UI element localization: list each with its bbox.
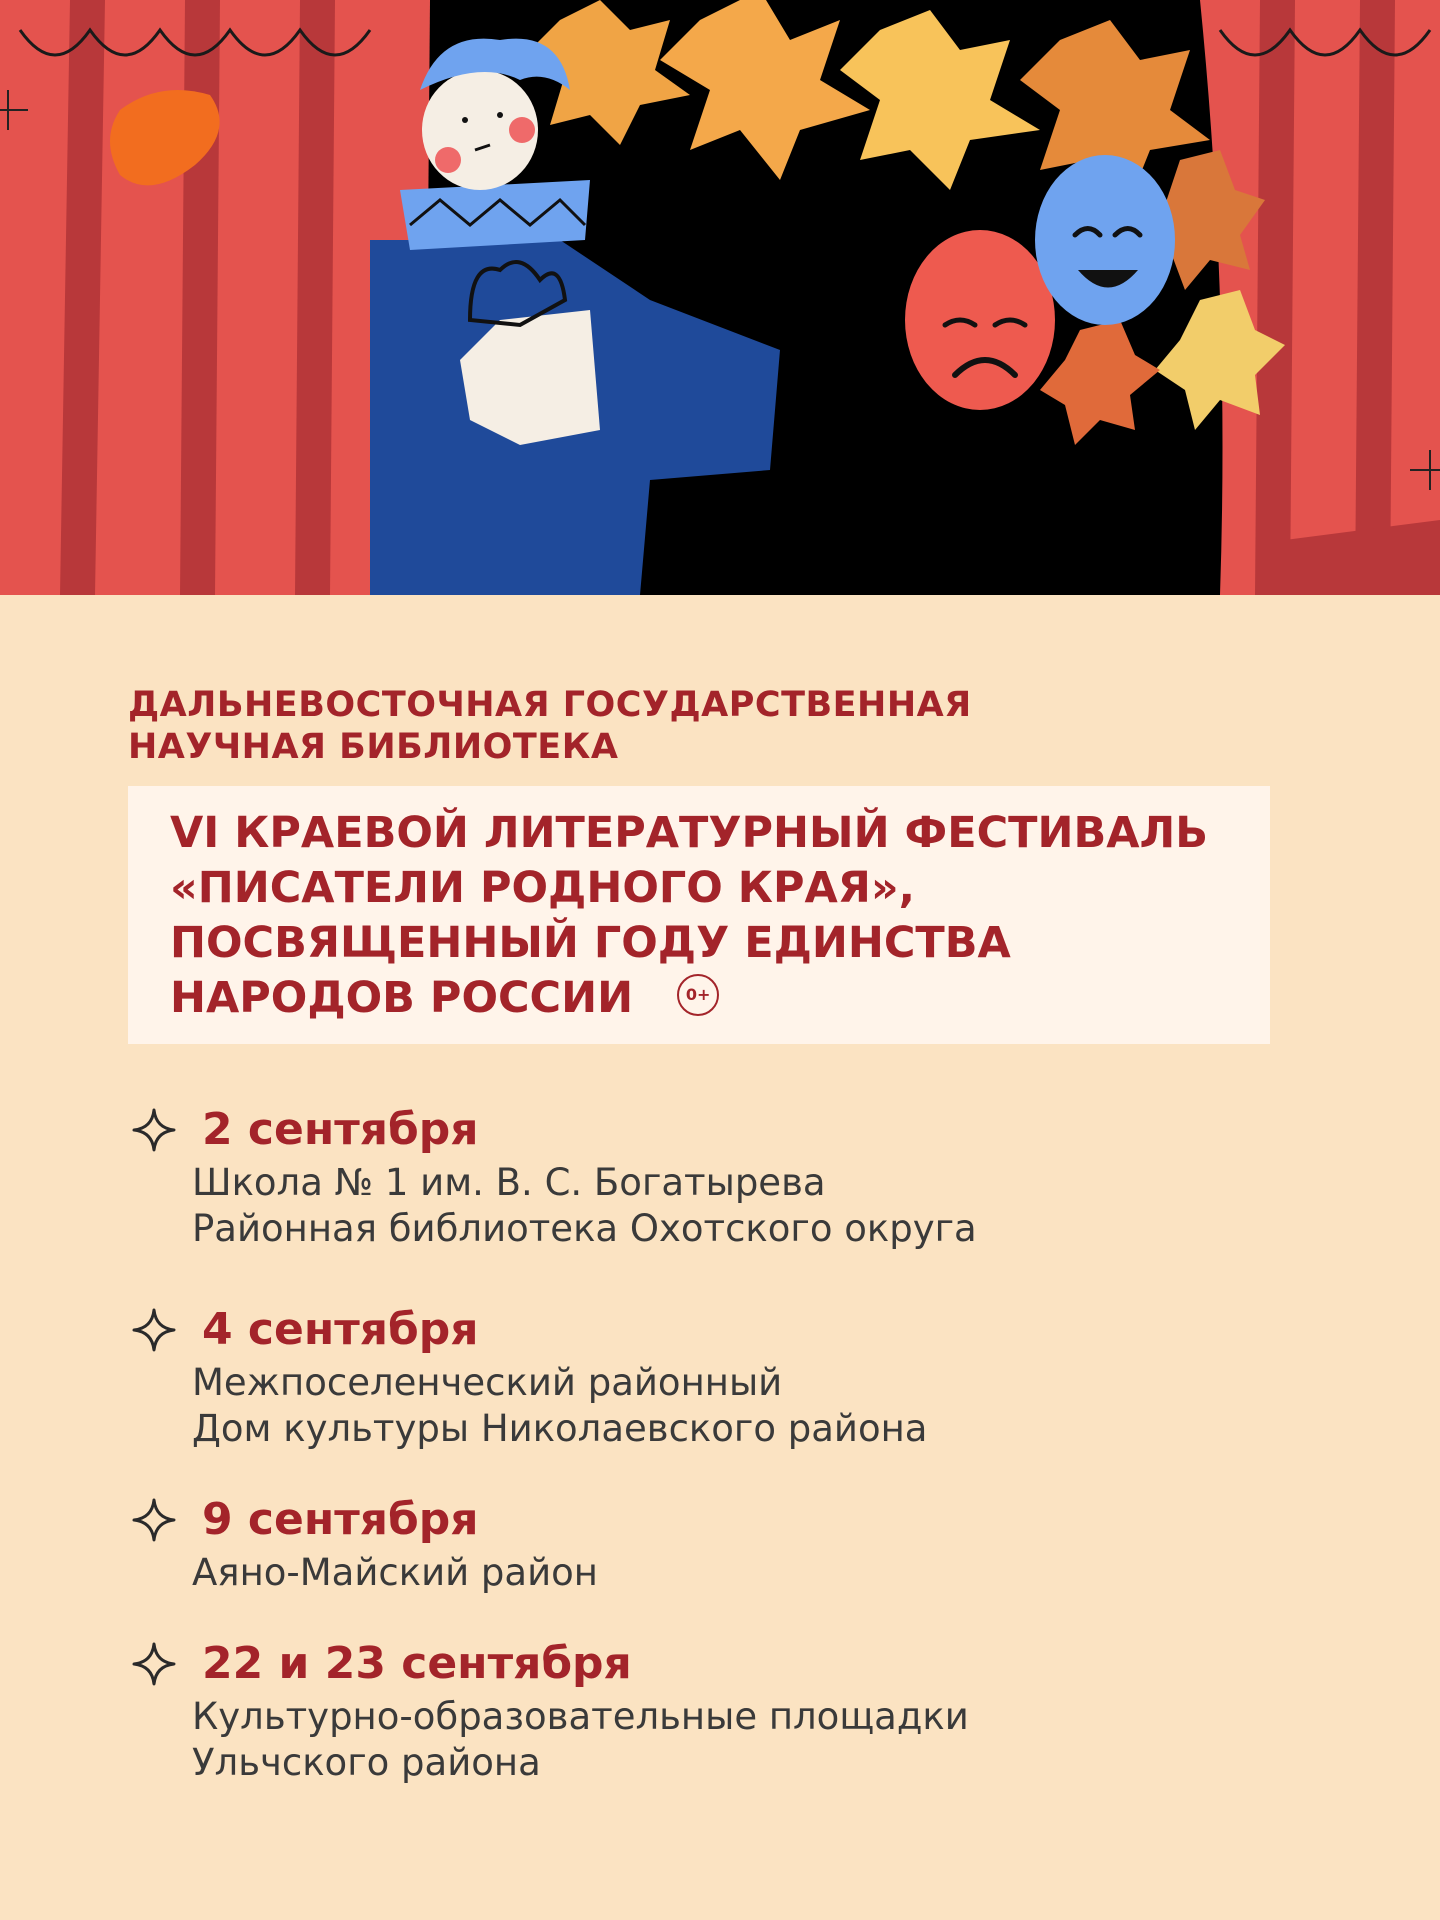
event-item <box>130 1100 1310 1252</box>
event-place: Аяно-Майский район <box>192 1551 598 1594</box>
event-place: Дом культуры Николаевского района <box>192 1407 928 1450</box>
festival-title-line: НАРОДОВ РОССИИ <box>170 973 634 1023</box>
age-rating-badge: 0+ <box>677 974 719 1016</box>
festival-title-line: ПОСВЯЩЕННЫЙ ГОДУ ЕДИНСТВА <box>170 918 1011 968</box>
event-places <box>192 1160 1372 1252</box>
event-item <box>130 1300 1310 1452</box>
event-places <box>192 1360 1372 1452</box>
event-item <box>130 1634 1310 1786</box>
event-places <box>192 1550 1372 1596</box>
festival-title-line: VI КРАЕВОЙ ЛИТЕРАТУРНЫЙ ФЕСТИВАЛЬ <box>170 808 1208 858</box>
event-place: Межпоселенческий районный <box>192 1361 783 1404</box>
organization-line: НАУЧНАЯ БИБЛИОТЕКА <box>128 727 619 767</box>
event-places <box>192 1694 1372 1786</box>
sparkle-icon <box>130 1306 178 1354</box>
organization-line: ДАЛЬНЕВОСТОЧНАЯ ГОСУДАРСТВЕННАЯ <box>128 685 972 725</box>
event-place: Ульчского района <box>192 1741 541 1784</box>
festival-title <box>170 806 1208 1026</box>
festival-title-line-last <box>170 971 1208 1026</box>
event-date: 4 сентября <box>202 1304 479 1355</box>
event-place: Районная библиотека Охотского округа <box>192 1207 977 1250</box>
event-date: 2 сентября <box>202 1104 479 1155</box>
event-date: 22 и 23 сентября <box>202 1638 632 1689</box>
event-item <box>130 1490 1310 1596</box>
festival-title-line: «ПИСАТЕЛИ РОДНОГО КРАЯ», <box>170 863 915 913</box>
sparkle-icon <box>130 1640 178 1688</box>
organization-name <box>128 684 972 768</box>
left-curtain <box>0 0 430 595</box>
sparkle-icon <box>130 1106 178 1154</box>
theater-illustration <box>0 0 1440 595</box>
event-place: Культурно-образовательные площадки <box>192 1695 969 1738</box>
sparkle-icon <box>130 1496 178 1544</box>
event-date: 9 сентября <box>202 1494 479 1545</box>
event-place: Школа № 1 им. В. С. Богатырева <box>192 1161 826 1204</box>
